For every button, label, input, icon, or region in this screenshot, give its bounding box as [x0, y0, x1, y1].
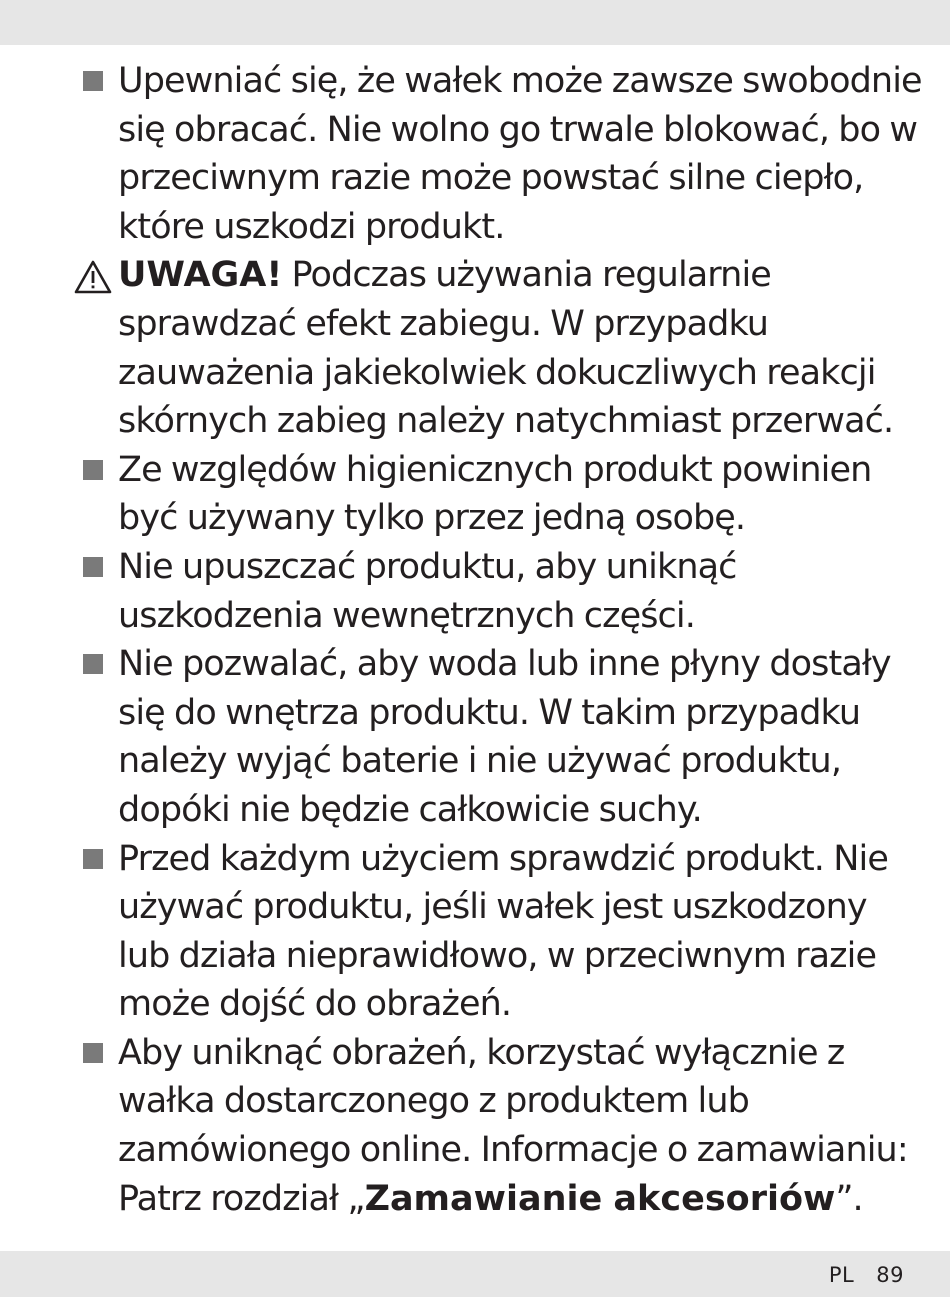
item-text: Nie pozwalać, aby woda lub inne płyny dostały się do wnętrza produktu. W takim przypadku należy wyjąć baterie i nie używać produktu, dopóki nie będzie całkowicie suchy. — [118, 644, 891, 830]
warning-triangle-icon — [73, 259, 113, 295]
item-text: Ze względów higienicznych produkt powinien być używany tylko przez jedną osobę. — [118, 449, 872, 539]
list-item — [0, 446, 950, 543]
list-item — [0, 835, 950, 1029]
square-bullet-icon — [83, 460, 103, 480]
square-bullet-icon — [83, 849, 103, 869]
item-text: Przed każdym użyciem sprawdzić produkt. Nie używać produktu, jeśli wałek jest uszkodzony lub działa nieprawidłowo, w przeciwnym razie może dojść do obrażeń. — [118, 838, 888, 1025]
square-bullet-icon — [83, 557, 103, 577]
square-bullet-icon — [83, 654, 103, 674]
warning-item — [0, 251, 950, 445]
page-number: 89 — [876, 1263, 904, 1287]
item-text: Upewniać się, że wałek może zawsze swobodnie się obracać. Nie wolno go trwale blokować, bo w przeciwnym razie może powstać silne ciepło, które uszkodzi produkt. — [118, 61, 922, 247]
page-content — [0, 57, 950, 1223]
list-item — [0, 1029, 950, 1223]
top-band — [0, 0, 950, 45]
footer-band — [0, 1251, 950, 1297]
list-item — [0, 543, 950, 640]
item-text: Nie upuszczać produktu, aby uniknąć uszkodzenia wewnętrznych części. — [118, 546, 737, 636]
item-text-end: ”. — [835, 1178, 863, 1219]
warning-title: UWAGA! — [118, 255, 283, 296]
section-reference: Zamawianie akcesoriów — [364, 1178, 836, 1219]
square-bullet-icon — [83, 71, 103, 91]
list-item — [0, 640, 950, 834]
language-code: PL — [828, 1263, 855, 1287]
warning-text: Podczas używania regularnie sprawdzać efekt zabiegu. W przypadku zauważenia jakiekolwiek dokuczliwych reakcji skórnych zabieg należy natychmiast przerwać. — [118, 255, 894, 442]
square-bullet-icon — [83, 1043, 103, 1063]
item-text: Aby uniknąć obrażeń, korzystać wyłącznie z wałka dostarczonego z produktem lub zamówionego online. Informacje o zamawianiu: Patrz rozdział „ — [118, 1032, 908, 1219]
list-item — [0, 57, 950, 251]
page-footer — [829, 1263, 904, 1287]
